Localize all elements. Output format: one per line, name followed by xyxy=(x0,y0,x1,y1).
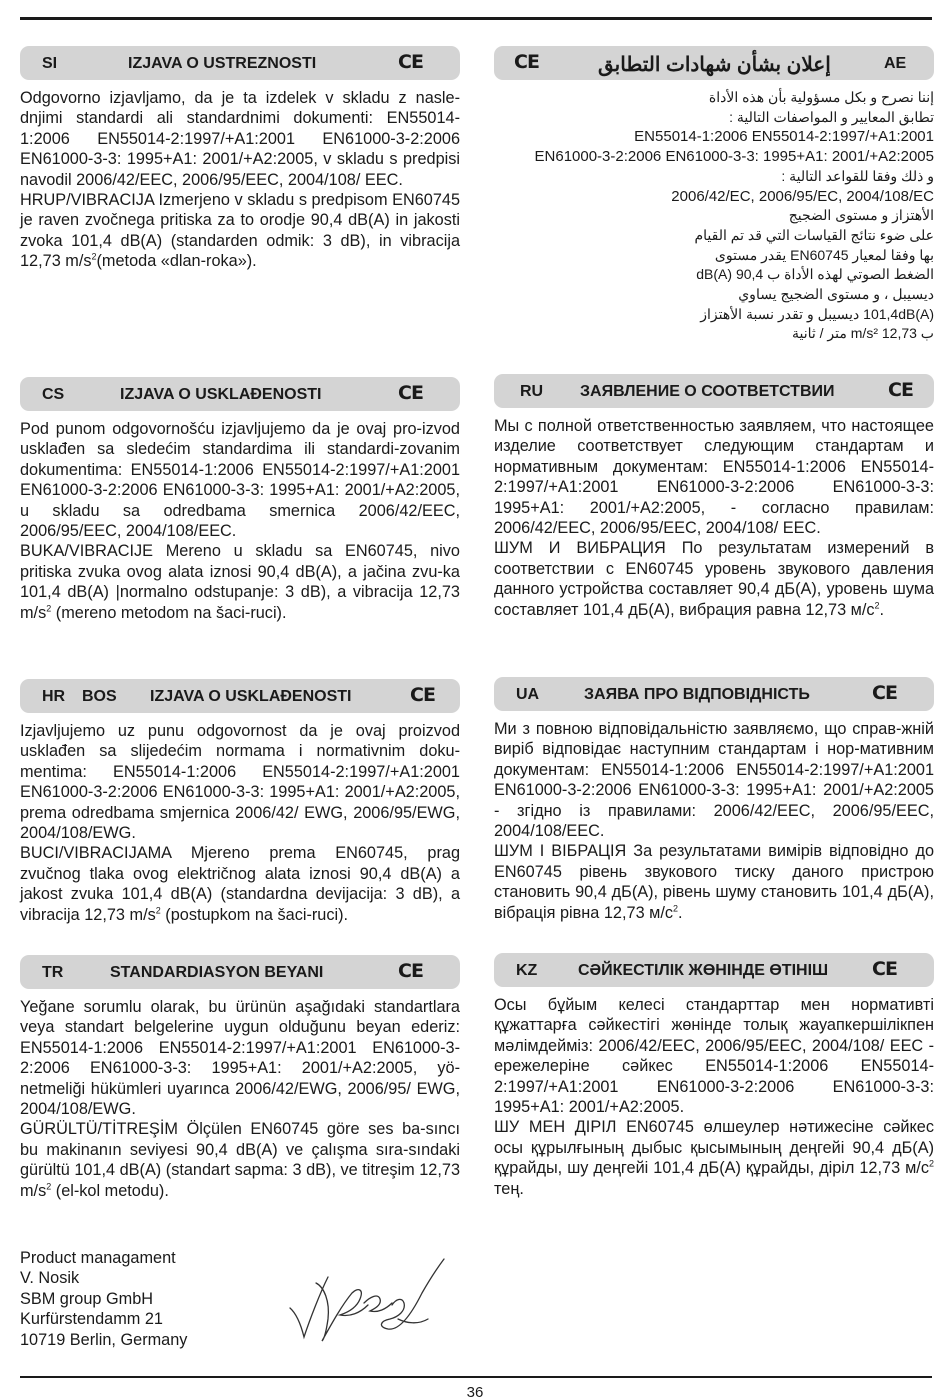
section-ua xyxy=(494,677,934,923)
contact-line: V. Nosik xyxy=(20,1269,80,1288)
noise-vibration-text: GÜRÜLTÜ/TİTREŞİM Ölçülen EN60745 göre ses ba-sıncı bu makinanın seviyesi 90,4 dB(A) ve çalışma sıra-sındaki gürültü 101,4 dB(A) (standart sapma: 3 dB), ve titreşim 12,73 $m/s^2$ (el-kol metodu). xyxy=(20,1120,460,1200)
contact-block xyxy=(20,1248,187,1350)
language-code: UA xyxy=(516,686,540,703)
text-line: EN61000-3-2:2006 EN61000-3-3: 1995+A1: 2001/+A2:2005 xyxy=(534,148,934,166)
section-body xyxy=(20,419,460,623)
contact-line: Product managament xyxy=(20,1249,176,1267)
ce-mark-icon: CE xyxy=(872,958,897,980)
section-ae xyxy=(494,46,934,344)
section-title: IZJAVA O USKLAĐENOSTI xyxy=(150,688,352,705)
noise-vibration-text: ШУ МЕН ДІРІЛ EN60745 өлшеулер нәтижесіне сәйкес осы құрылғының дыбыс қысымының деңгейі 90,4 дБ(A) құрайды, шу деңгейі 101,4 дБ(A) құрайды, діріл 12,73 $м/с^2$ тең. xyxy=(494,1118,934,1198)
declaration-text: Pod punom odgovornošću izjavljujemo da je ovaj pro-izvod usklađen sa sledećim standardima ili standardi-zovanim dokumentima: EN55014-1:2006 EN55014-2:1997/+A1:2001 EN61000-3-2:2006 EN61000-3-3: 1995+A1: 2001/+A2:2005, u skladu sa odredbama smernica 2006/42/EEC, 2006/95/EEC, 2004/108/EEC. xyxy=(20,420,460,541)
top-rule xyxy=(20,17,932,20)
text-line: EN55014-1:2006 EN55014-2:1997/+A1:2001 xyxy=(634,128,934,146)
contact-line: 10719 Berlin, Germany xyxy=(20,1330,188,1349)
declaration-text: Yeğane sorumlu olarak, bu ürünün aşağıdaki standartlara veya standart belgelerine uygun olduğunu beyan ederiz: EN55014-1:2006 EN55014-2:1997/+A1:2001 EN61000-3-2:2006 EN61000-3-3: 1995+A1: 2001/+A2:2005, yö-netmeliği hükümleri uyarınca 2006/42/EWG, 2006/95/ EWG, 2004/108/EWG. xyxy=(20,998,460,1119)
text-line: 101,4dB(A) ديسيبل و تقدر نسبة الأهتزاز xyxy=(700,305,934,322)
section-body xyxy=(20,997,460,1201)
section-title: إعلان بشأن شهادات التطابق xyxy=(598,54,831,76)
section-si xyxy=(20,46,460,272)
noise-vibration-text: ШУМ І ВІБРАЦІЯ За результатами вимірів відповідно до EN60745 рівень звукового тиску даного пристрою становить 90,4 дБ(A), рівень шуму становить 101,4 дБ(A), вібрація рівна 12,73 $м/с^2$. xyxy=(494,842,934,922)
bottom-rule xyxy=(20,1376,932,1378)
section-title: IZJAVA O USTREZNOSTI xyxy=(128,55,317,72)
ce-mark-icon: CE xyxy=(514,51,539,73)
section-title: IZJAVA O USKLAĐENOSTI xyxy=(120,386,322,403)
declaration-text: Izjavljujemo uz punu odgovornost da je ovaj proizvod usklađen sa slijedećim normama i normativnim doku-mentima: EN55014-1:2006 EN55014-2:1997/+A1:2001 EN61000-3-2:2006 EN61000-3-3: 1995+A1: 2001/+A2:2005, prema odredbama smjernica 2006/42/ EWG, 2006/95/EWG, 2004/108/EWG. xyxy=(20,722,460,843)
section-title: ЗАЯВА ПРО ВІДПОВІДНІСТЬ xyxy=(584,686,810,703)
section-body xyxy=(20,721,460,925)
ce-mark-icon: CE xyxy=(398,960,423,982)
section-ru xyxy=(494,374,934,620)
noise-vibration-text: HRUP/VIBRACIJA Izmerjeno v skladu s predpisom EN60745 je raven zvočnega pritiska za to orodje 90,4 dB(A) in jakosti zvoka 101,4 dB(A) (standarden odmik: 3 dB), in vibracija 12,73 $m/s^2(metoda$ «dlan-roka»). xyxy=(20,191,460,271)
language-code: CS xyxy=(42,386,65,403)
text-line: بها وفقا لمعيار EN60745 يقدر مستوى xyxy=(714,246,934,263)
language-code: RU xyxy=(520,383,544,400)
handwritten-signature xyxy=(280,1253,450,1345)
text-line: و ذلك وفقا للقواعد التالية : xyxy=(781,167,934,184)
section-header xyxy=(494,374,934,408)
language-code: TR xyxy=(42,964,64,981)
section-body xyxy=(494,719,934,923)
section-header xyxy=(20,679,460,713)
section-body xyxy=(20,88,460,272)
language-code-secondary: BOS xyxy=(82,688,117,705)
section-title: STANDARDIASYON BEYANI xyxy=(110,964,324,981)
ce-mark-icon: CE xyxy=(398,382,423,404)
contact-line: SBM group GmbH xyxy=(20,1289,154,1308)
text-line: الأهتزاز و مستوى الضجيج xyxy=(788,207,934,224)
ce-mark-icon: CE xyxy=(410,684,435,706)
section-header xyxy=(494,46,934,80)
section-kz xyxy=(494,953,934,1199)
section-header xyxy=(20,955,460,989)
language-code: KZ xyxy=(516,962,538,979)
declaration-text: Мы с полной ответственностью заявляем, что настоящее изделие соответствует следующим стандартам и нормативным документам: EN55014-1:2006 EN55014-2:1997/+A1:2001 EN61000-3-2:2006 EN61000-3-3: 1995+A1: 2001/+A2:2005, - согласно правилам: 2006/42/EEC, 2006/95/EEC, 2004/108/ EEC. xyxy=(494,417,934,538)
ce-mark-icon: CE xyxy=(888,379,913,401)
declaration-text: Осы бұйым келесі стандарттар мен нормативті құжаттарға сәйкестігі жөнінде толық жауапкершілікпен мәлімдейміз: 2006/42/EEC, 2006/95/EEC, 2004/108/ EEC - ережелеріне сәйкес EN55014-1:2006 EN55014-2:1997/+A1:2001 EN61000-3-2:2006 EN61000-3-3: 1995+A1: 2001/+A2:2005. xyxy=(494,996,934,1117)
section-header xyxy=(494,953,934,987)
section-header xyxy=(20,377,460,411)
section-body xyxy=(494,995,934,1199)
noise-vibration-text: BUKA/VIBRACIJE Mereno u skladu sa EN60745, nivo pritiska zvuka ovog alata iznosi 90,4 dB(A), a jačina zvu-ka 101,4 dB(A) |normalno odstupanje: 3 dB), a vibracija 12,73 $m/s^2$ (mereno metodom na šaci-ruci). xyxy=(20,542,460,622)
section-body xyxy=(494,88,934,344)
text-line: الضغط الصوتي لهذه الأداة ب 90,4 dB(A) xyxy=(696,266,934,283)
text-line: تطابق المعايير و المواصفات التالية : xyxy=(729,108,934,125)
ce-mark-icon: CE xyxy=(398,51,423,73)
language-code: AE xyxy=(884,55,907,72)
language-code: HR xyxy=(42,688,66,705)
noise-vibration-text: BUCI/VIBRACIJAMA Mjereno prema EN60745, prag zvučnog tlaka ovog električnog alata iznosi 90,4 dB(A) a jakost zvuka 101,4 dB(A) (standardna devijacija: 3 dB), a vibracija 12,73 $m/s^2$ (postupkom na šaci-ruci). xyxy=(20,844,460,924)
ce-mark-icon: CE xyxy=(872,682,897,704)
section-tr xyxy=(20,955,460,1201)
section-title: СӘЙКЕСТІЛІК ЖӨНІНДЕ ӨТІНІШ xyxy=(578,962,829,979)
section-body xyxy=(494,416,934,620)
text-line: ديسيبل ، و مستوى الضجيج يساوي xyxy=(738,286,934,303)
page-number: 36 xyxy=(466,1384,484,1400)
text-line: إننا نصرح و بكل مسؤولية بأن هذه الأداة xyxy=(708,89,934,105)
section-hr-bos xyxy=(20,679,460,925)
section-header xyxy=(494,677,934,711)
section-title: ЗАЯВЛЕНИЕ О СООТВЕТСТВИИ xyxy=(580,383,835,400)
text-line: ب 12,73 m/s² متر / ثانية xyxy=(791,325,934,342)
noise-vibration-text: ШУМ И ВИБРАЦИЯ По результатам измерений в соответствии с EN60745 уровень звукового давления данного устройства составляет 90,4 дБ(A), уровень шума составляет 101,4 дБ(A), вибрация равна 12,73 $м/с^2$. xyxy=(494,539,934,619)
declaration-text: Odgovorno izjavljamo, da je ta izdelek v skladu z nasle-dnjimi standardi ali standardnimi dokumenti: EN55014-1:2006 EN55014-2:1997/+A1:2001 EN61000-3-2:2006 EN61000-3-3: 1995+A1: 2001/+A2:2005, v skladu s predpisi navodil 2006/42/EEC, 2006/95/EEC, 2004/108/ EEC. xyxy=(20,89,460,189)
language-code: SI xyxy=(42,55,58,72)
contact-line: Kurfürstendamm 21 xyxy=(20,1310,163,1329)
section-header xyxy=(20,46,460,80)
declaration-text: Ми з повною відповідальністю заявляємо, що справ-жній виріб відповідає наступним стандартам і нор-мативним документам: EN55014-1:2006 EN55014-2:1997/+A1:2001 EN61000-3-2:2006 EN61000-3-3: 1995+A1: 2001/+A2:2005 - згідно із правилами: 2006/42/EEC, 2006/95/EEC, 2004/108/EEC. xyxy=(494,720,934,841)
text-line: 2006/42/EC, 2006/95/EC, 2004/108/EC xyxy=(671,187,934,205)
section-cs xyxy=(20,377,460,623)
text-line: على ضوء نتائج القياسات التي قد تم القيام xyxy=(694,226,934,243)
